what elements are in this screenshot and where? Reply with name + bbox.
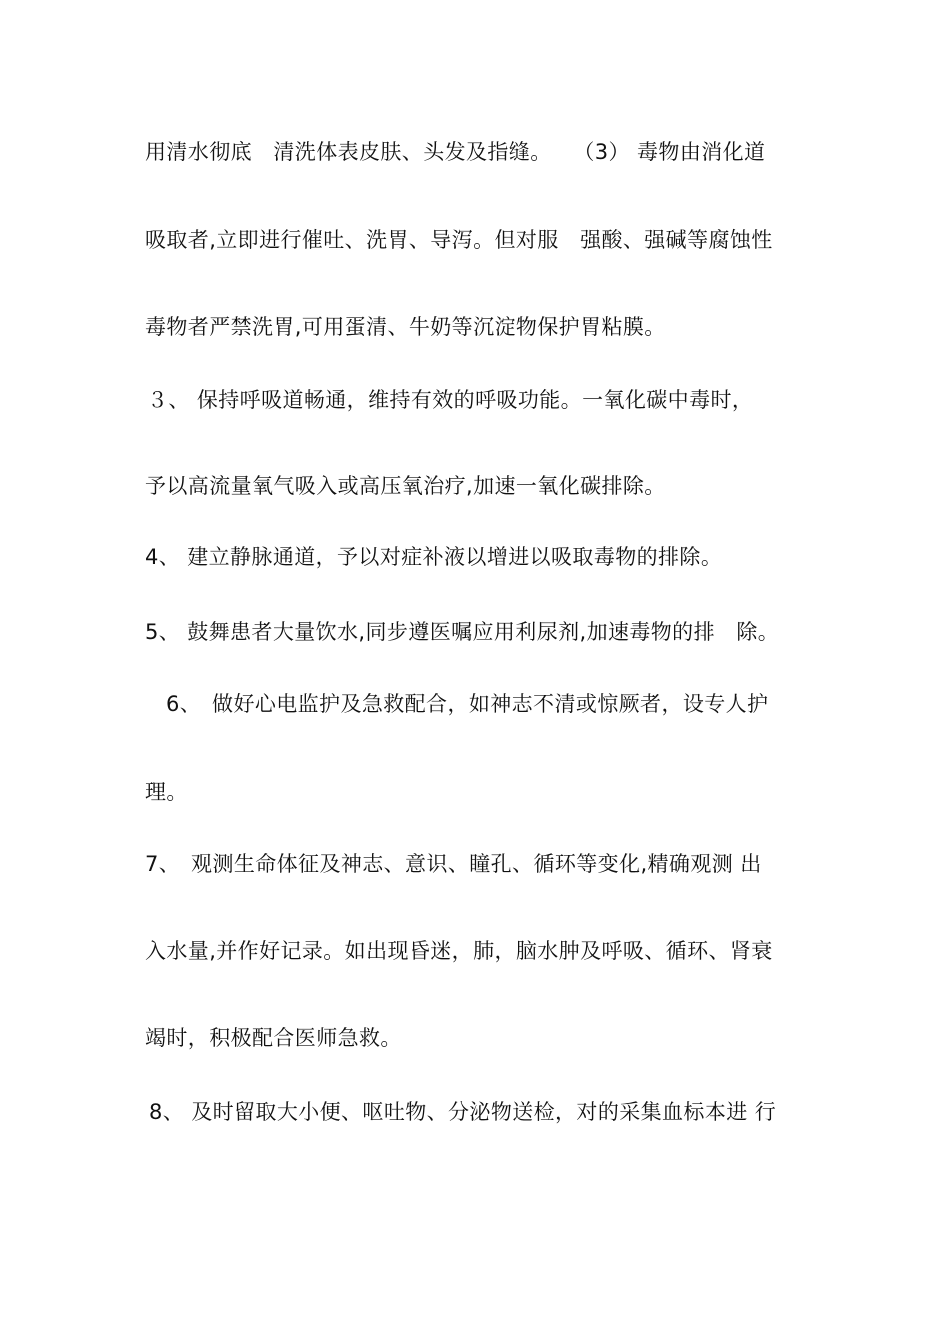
text-line	[147, 386, 950, 414]
text-line	[145, 472, 950, 500]
text-line	[145, 543, 950, 571]
text-line	[145, 1024, 950, 1052]
text-line-content: 毒物者严禁洗胃,可用蛋清、牛奶等沉淀物保护胃粘膜。	[145, 315, 666, 339]
text-line-content: 4、 建立静脉通道，予以对症补液以增进以吸取毒物的排除。	[145, 545, 723, 569]
text-line	[145, 618, 950, 646]
text-line-content: 予以高流量氧气吸入或高压氧治疗,加速一氧化碳排除。	[145, 474, 666, 498]
text-line-content: 吸取者,立即进行催吐、洗胃、导泻。但对服 强酸、强碱等腐蚀性	[145, 228, 773, 252]
text-line	[145, 138, 950, 166]
text-line	[166, 690, 950, 718]
text-line-content: 8、 及时留取大小便、呕吐物、分泌物送检，对的采集血标本进 行	[149, 1100, 777, 1124]
text-line-content: 竭时，积极配合医师急救。	[145, 1026, 402, 1050]
text-line-content: 7、 观测生命体征及神志、意识、瞳孔、循环等变化,精确观测 出	[145, 852, 762, 876]
text-line	[145, 850, 950, 878]
text-line-content: 用清水彻底 清洗体表皮肤、头发及指缝。 （3） 毒物由消化道	[145, 140, 766, 164]
text-line	[145, 313, 950, 341]
text-line	[145, 778, 950, 806]
text-line	[145, 226, 950, 254]
text-line-content: ３、 保持呼吸道畅通，维持有效的呼吸功能。一氧化碳中毒时，	[147, 388, 754, 412]
text-line-content: 入水量,并作好记录。如出现昏迷，肺，脑水肿及呼吸、循环、肾衰	[145, 939, 773, 963]
text-line-content: 6、 做好心电监护及急救配合，如神志不清或惊厥者，设专人护	[166, 692, 769, 716]
text-line	[149, 1098, 950, 1126]
text-line-content: 理。	[145, 780, 188, 804]
text-line-content: 5、 鼓舞患者大量饮水,同步遵医嘱应用利尿剂,加速毒物的排 除。	[145, 620, 780, 644]
text-line	[145, 937, 950, 965]
